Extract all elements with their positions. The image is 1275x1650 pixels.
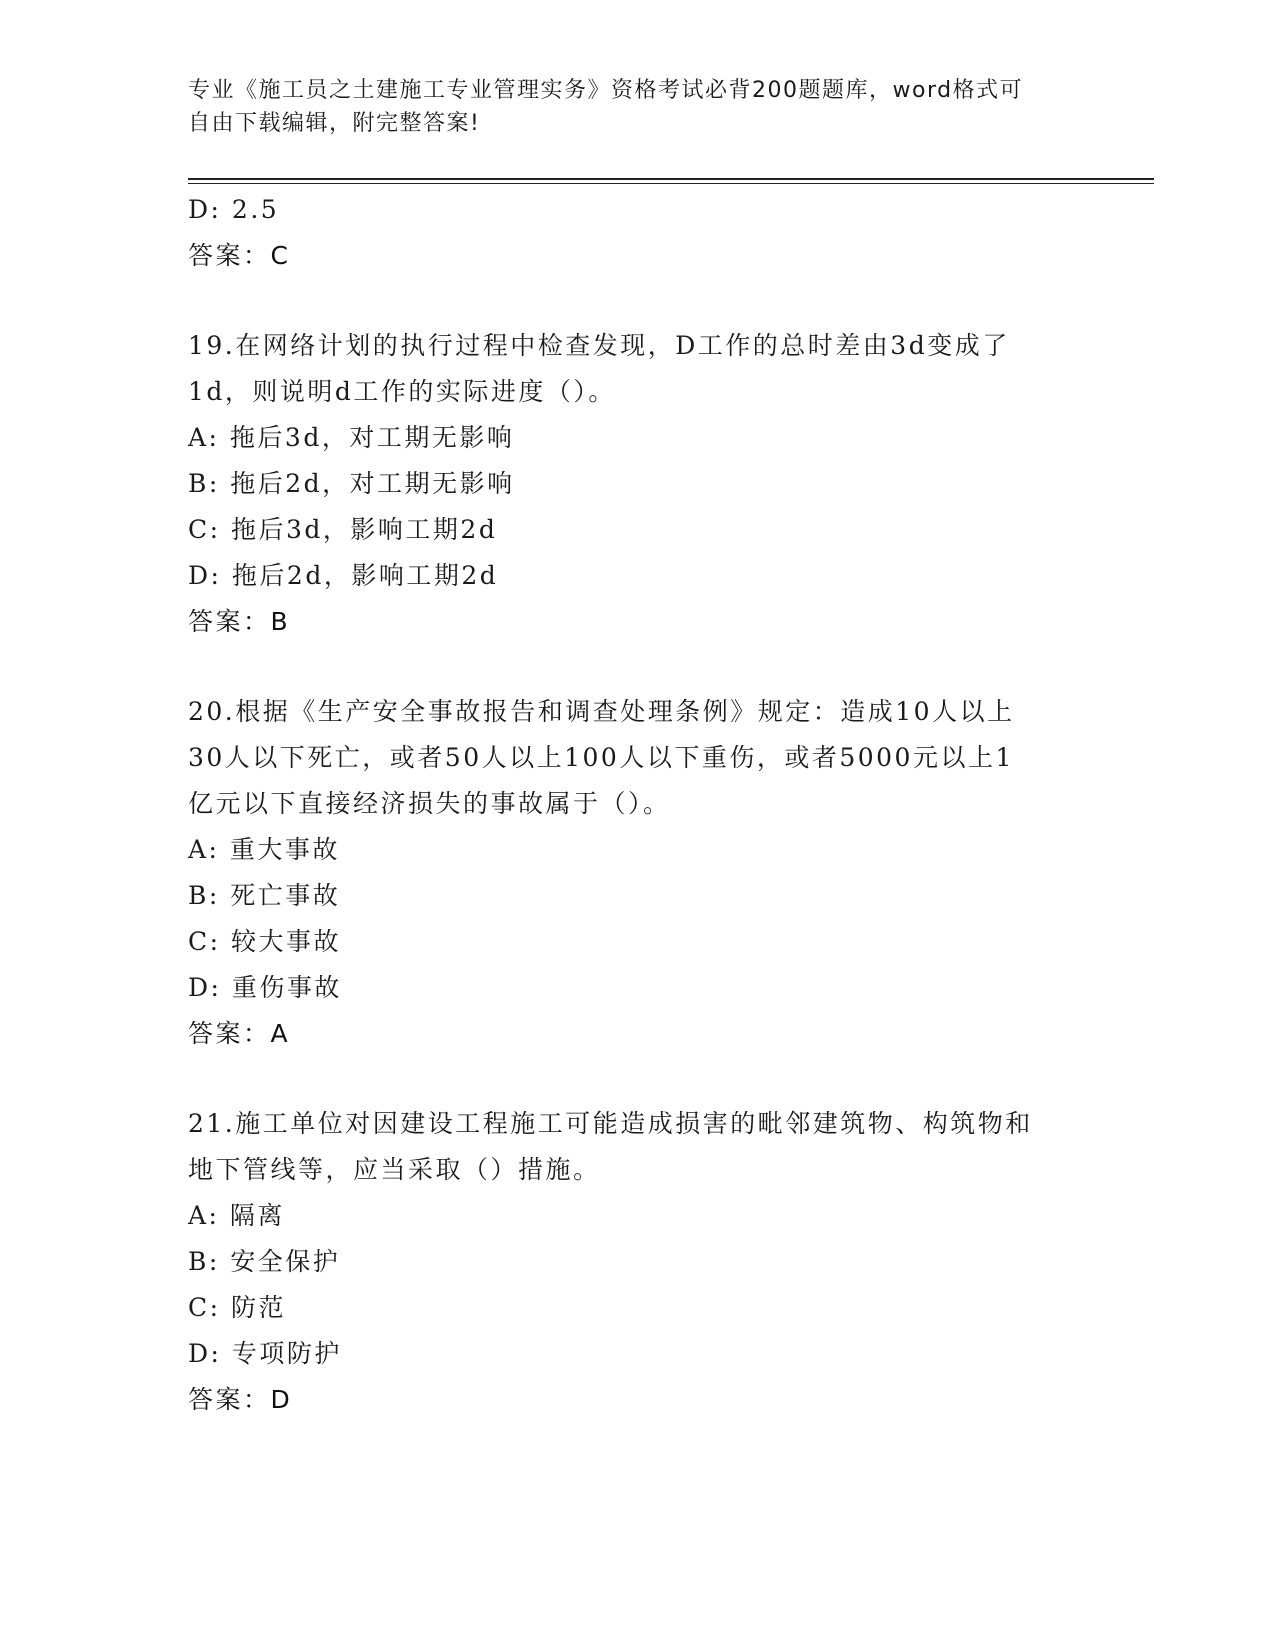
- question-20: [188, 689, 1088, 1057]
- question-19: [188, 323, 1088, 645]
- option-d: D: 重伤事故: [188, 973, 342, 1002]
- option-a: A: 隔离: [188, 1201, 285, 1230]
- option-d: D: 专项防护: [188, 1339, 342, 1368]
- option-b: B: 死亡事故: [188, 881, 341, 910]
- question-text-line: 20.根据《生产安全事故报告和调查处理条例》规定：造成10人以上: [188, 697, 1015, 726]
- header-line-1: 专业《施工员之土建施工专业管理实务》资格考试必背200题题库，word格式可: [188, 78, 1024, 103]
- document-body: [188, 187, 1088, 1423]
- option-c: C: 拖后3d，影响工期2d: [188, 515, 498, 544]
- answer-line: 答案：A: [188, 1019, 291, 1048]
- question-text-line: 21.施工单位对因建设工程施工可能造成损害的毗邻建筑物、构筑物和: [188, 1109, 1033, 1138]
- answer-line: 答案：D: [188, 1385, 293, 1414]
- question-text-line: 地下管线等，应当采取（）措施。: [188, 1155, 601, 1184]
- option-a: A: 重大事故: [188, 835, 340, 864]
- answer-line: 答案：C: [188, 241, 291, 270]
- option-d: D: 拖后2d，影响工期2d: [188, 561, 499, 590]
- answer-line: 答案：B: [188, 607, 291, 636]
- question-21: [188, 1101, 1088, 1423]
- document-header: [188, 74, 1068, 140]
- option-d: D: 2.5: [188, 195, 280, 224]
- question-text-line: 30人以下死亡，或者50人以上100人以下重伤，或者5000元以上1: [188, 743, 1014, 772]
- previous-question-tail: [188, 187, 1088, 279]
- option-c: C: 防范: [188, 1293, 286, 1322]
- question-text-line: 19.在网络计划的执行过程中检查发现，D工作的总时差由3d变成了: [188, 331, 1010, 360]
- option-a: A: 拖后3d，对工期无影响: [188, 423, 515, 452]
- header-divider-thin: [188, 183, 1154, 184]
- option-b: B: 安全保护: [188, 1247, 341, 1276]
- question-text-line: 1d，则说明d工作的实际进度（）。: [188, 377, 616, 406]
- header-divider-thick: [188, 178, 1154, 180]
- option-c: C: 较大事故: [188, 927, 341, 956]
- option-b: B: 拖后2d，对工期无影响: [188, 469, 515, 498]
- header-line-2: 自由下载编辑，附完整答案!: [188, 111, 481, 136]
- question-text-line: 亿元以下直接经济损失的事故属于（）。: [188, 789, 671, 818]
